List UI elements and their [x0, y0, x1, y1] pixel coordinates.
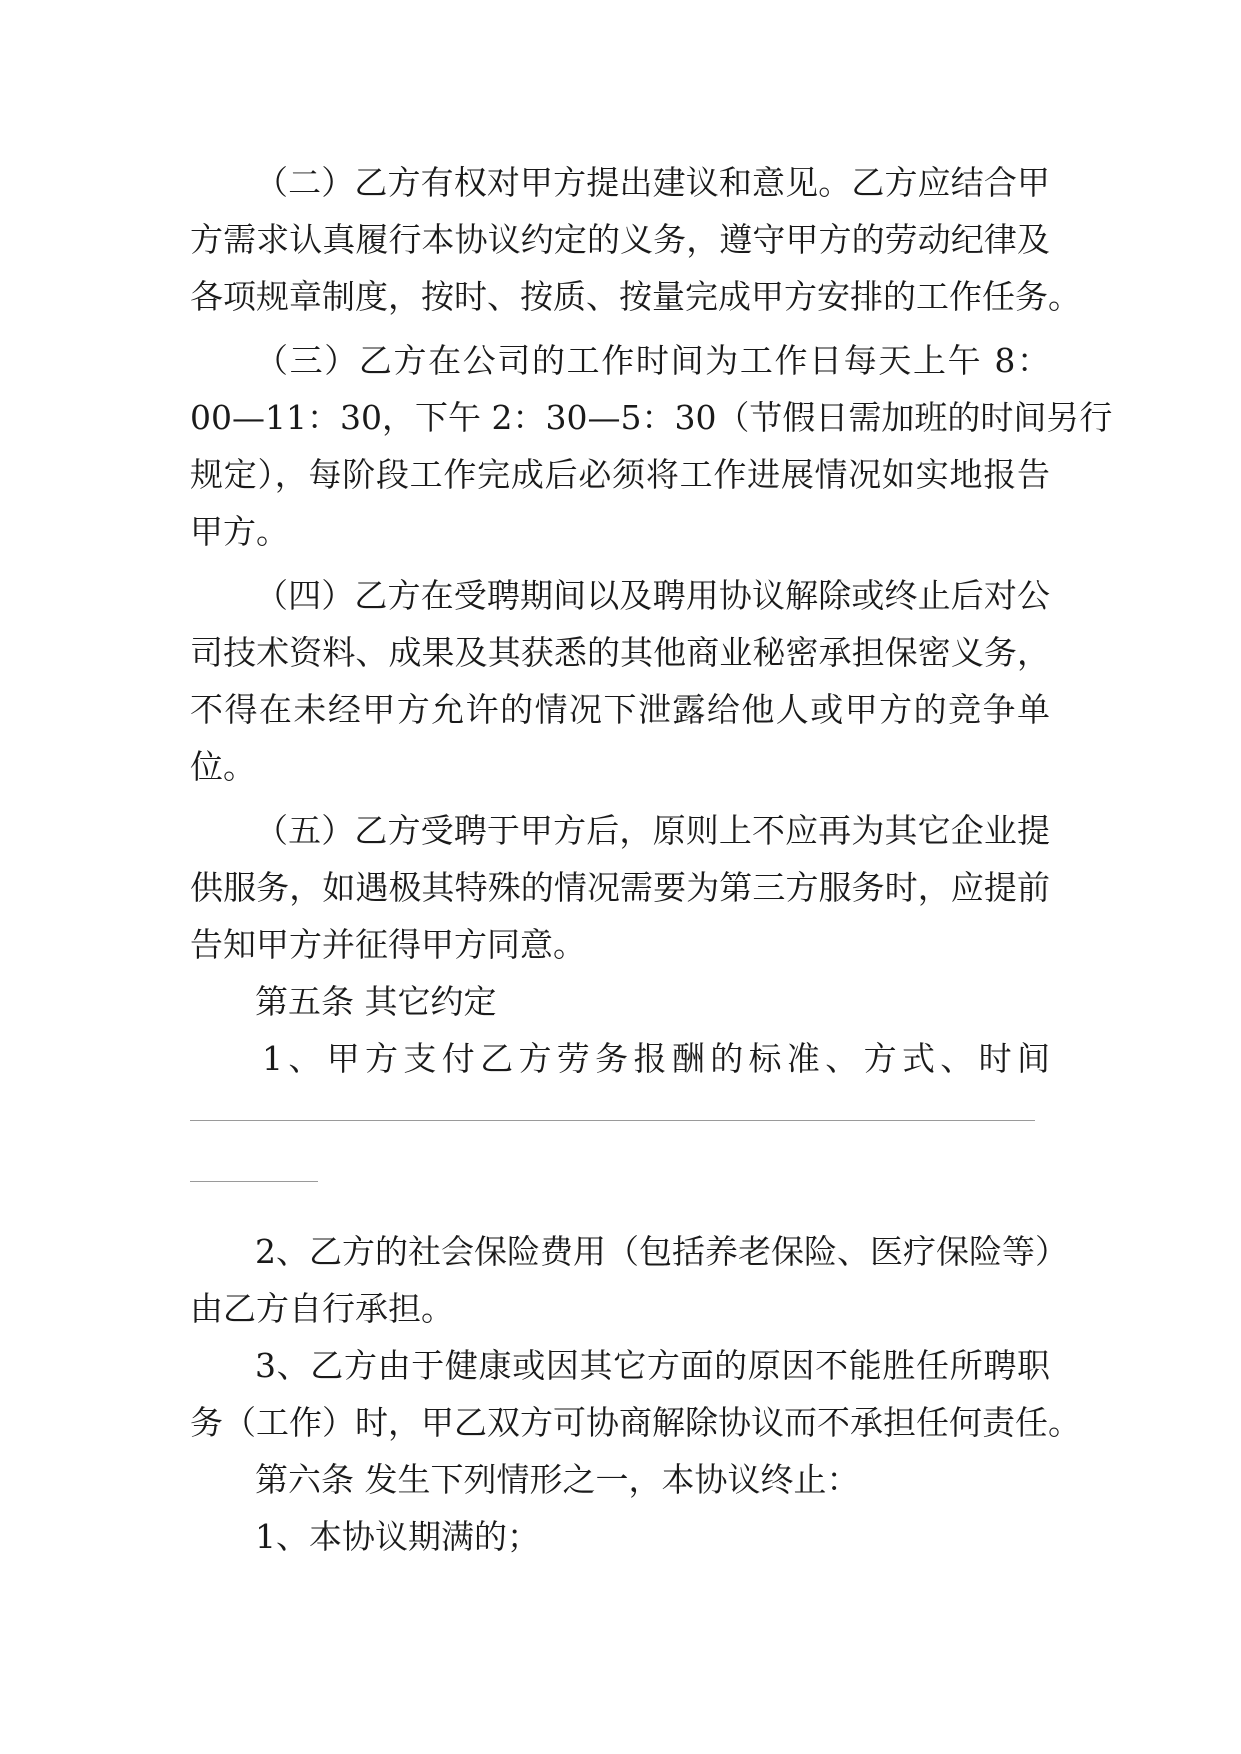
- article-5-item-2-line-1: 2、乙方的社会保险费用（包括养老保险、医疗保险等）: [255, 1232, 1068, 1271]
- paragraph-4-line-1: （四）乙方在受聘期间以及聘用协议解除或终止后对公: [255, 576, 1050, 615]
- article-5-item-3-line-2: 务（工作）时，甲乙双方可协商解除协议而不承担任何责任。: [190, 1403, 1081, 1442]
- paragraph-3-line-3: 规定），每阶段工作完成后必须将工作进展情况如实地报告: [190, 455, 1050, 494]
- fill-in-blank-line-2: [190, 1181, 318, 1182]
- paragraph-5-line-2: 供服务，如遇极其特殊的情况需要为第三方服务时，应提前: [190, 868, 1050, 907]
- article-6-heading: 第六条 发生下列情形之一，本协议终止：: [255, 1460, 860, 1499]
- paragraph-5-line-1: （五）乙方受聘于甲方后，原则上不应再为其它企业提: [255, 811, 1050, 850]
- article-6-item-1: 1、本协议期满的；: [255, 1517, 540, 1556]
- paragraph-4-line-4: 位。: [190, 747, 256, 786]
- article-5-item-2-line-2: 由乙方自行承担。: [190, 1289, 454, 1328]
- paragraph-4-line-3: 不得在未经甲方允许的情况下泄露给他人或甲方的竞争单: [190, 690, 1050, 729]
- paragraph-3-line-2: 00—11：30，下午 2：30—5：30（节假日需加班的时间另行: [190, 398, 1113, 437]
- article-5-item-3-line-1: 3、乙方由于健康或因其它方面的原因不能胜任所聘职: [255, 1346, 1050, 1385]
- paragraph-5-line-3: 告知甲方并征得甲方同意。: [190, 925, 586, 964]
- article-5-heading: 第五条 其它约定: [255, 982, 497, 1021]
- paragraph-2-line-2: 方需求认真履行本协议约定的义务，遵守甲方的劳动纪律及: [190, 220, 1050, 259]
- paragraph-3-line-1: （三）乙方在公司的工作时间为工作日每天上午 8：: [255, 341, 1050, 380]
- fill-in-blank-line-1: [190, 1120, 1035, 1121]
- article-5-item-1: 1、甲方支付乙方劳务报酬的标准、方式、时间: [262, 1039, 1050, 1078]
- paragraph-2-line-1: （二）乙方有权对甲方提出建议和意见。乙方应结合甲: [255, 163, 1050, 202]
- paragraph-3-line-4: 甲方。: [190, 512, 289, 551]
- paragraph-4-line-2: 司技术资料、成果及其获悉的其他商业秘密承担保密义务，: [190, 633, 1050, 672]
- paragraph-2-line-3: 各项规章制度，按时、按质、按量完成甲方安排的工作任务。: [190, 277, 1081, 316]
